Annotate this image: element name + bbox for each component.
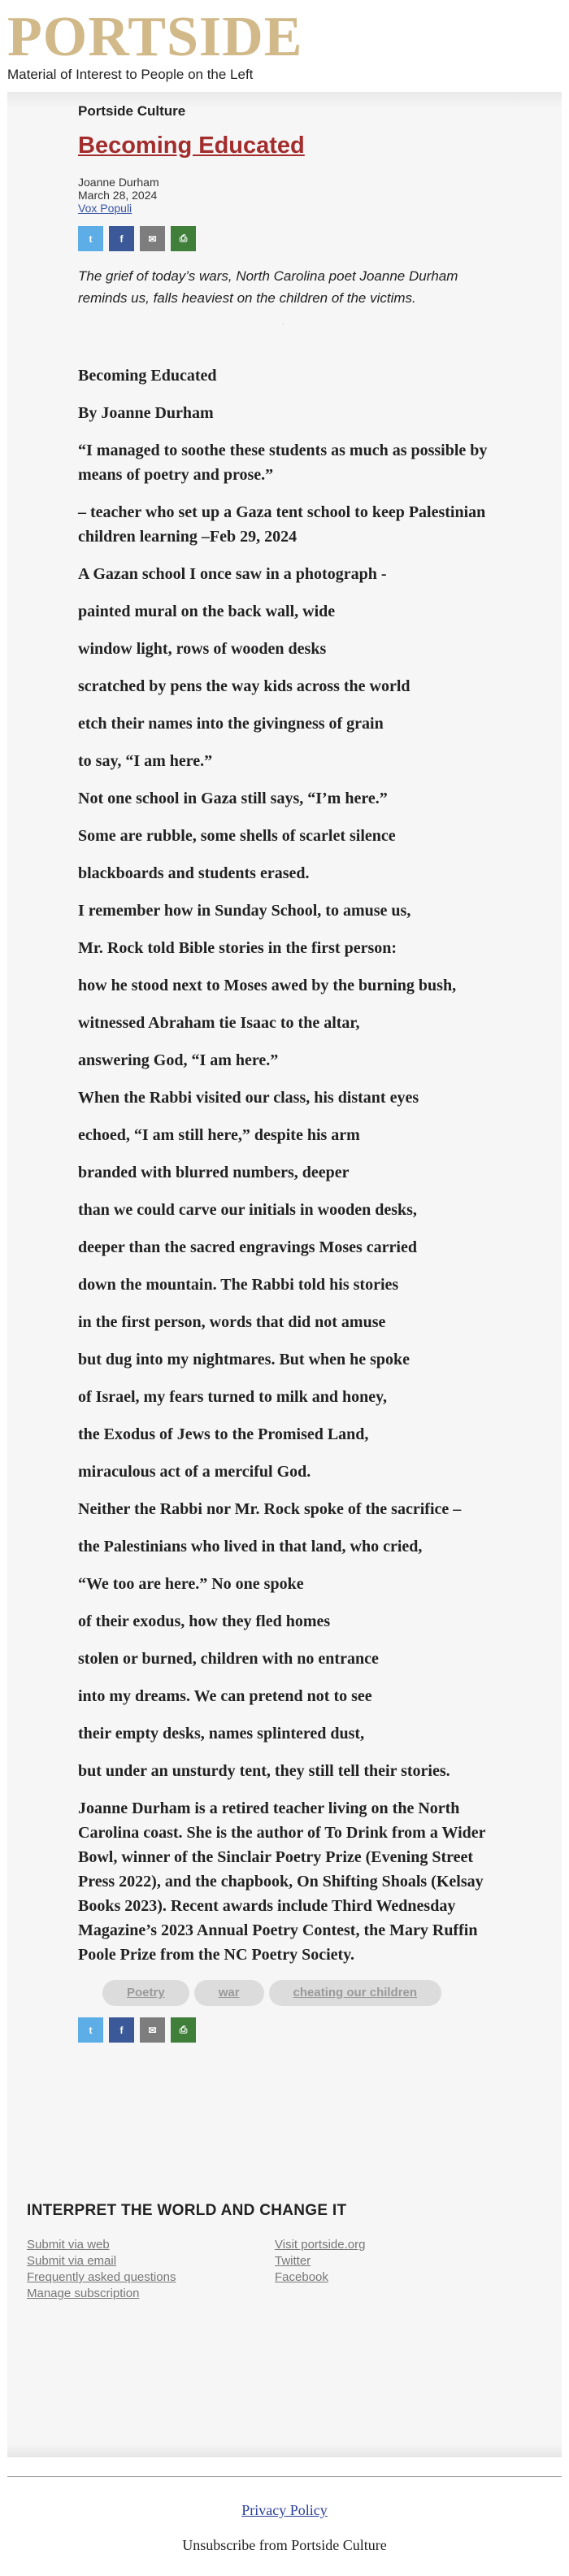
poem-line: Neither the Rabbi nor Mr. Rock spoke of the sacrifice –: [78, 1500, 462, 1518]
footer-link[interactable]: Visit portside.org: [275, 2238, 366, 2252]
footer-link[interactable]: Frequently asked questions: [27, 2270, 176, 2284]
share-bar-bottom: [78, 2017, 489, 2043]
source-link[interactable]: Vox Populi: [78, 202, 132, 215]
email-share-button[interactable]: [140, 2017, 165, 2043]
poem-line: of Israel, my fears turned to milk and honey,: [78, 1388, 387, 1406]
footer-right-column: [275, 2237, 523, 2302]
article-content: [78, 103, 489, 2043]
tag-chip[interactable]: war: [194, 1980, 264, 2006]
poem-line: in the first person, words that did not amuse: [78, 1313, 386, 1331]
article-title-link[interactable]: Becoming Educated: [78, 133, 305, 159]
byline: [78, 176, 489, 215]
poem-line: Becoming Educated: [78, 367, 217, 385]
footer-link[interactable]: Facebook: [275, 2270, 328, 2284]
portside-logo[interactable]: PORTSIDE: [7, 6, 303, 68]
poem-line: down the mountain. The Rabbi told his stories: [78, 1276, 399, 1294]
poem-line: stolen or burned, children with no entrance: [78, 1650, 379, 1668]
poem-line: blackboards and students erased.: [78, 864, 310, 882]
poem-line: but under an unsturdy tent, they still tell their stories.: [78, 1762, 450, 1780]
poem-line: painted mural on the back wall, wide: [78, 603, 336, 620]
card-bottom-shade: [7, 2444, 562, 2457]
poem-line: etch their names into the givingness of grain: [78, 715, 384, 733]
poem-line: to say, “I am here.”: [78, 752, 213, 770]
footer-link[interactable]: Twitter: [275, 2254, 311, 2268]
poem-line: deeper than the sacred engravings Moses carried: [78, 1238, 417, 1256]
email-icon: ✉: [148, 2024, 157, 2036]
print-button[interactable]: [171, 226, 196, 251]
print-icon: ⎙: [179, 2024, 188, 2035]
poem-line: but dug into my nightmares. But when he spoke: [78, 1351, 410, 1368]
email-icon: ✉: [148, 233, 157, 245]
facebook-icon: f: [119, 233, 124, 245]
twitter-share-button[interactable]: [78, 2017, 103, 2043]
poem-line: Some are rubble, some shells of scarlet silence: [78, 827, 396, 845]
poem-line: echoed, “I am still here,” despite his arm: [78, 1126, 360, 1144]
poem-line: scratched by pens the way kids across the world: [78, 677, 410, 695]
poem-line: miraculous act of a merciful God.: [78, 1463, 311, 1481]
facebook-icon: f: [119, 2024, 124, 2036]
poem-line: Not one school in Gaza still says, “I’m here.”: [78, 790, 388, 807]
poem-line: Joanne Durham is a retired teacher living on the North Carolina coast. She is the author of To Drink from a Wider Bowl, winner of the Sinclair Poetry Prize (Evening Street Press 2022), and the chapbook, On Shifting Shoals (Kelsay Books 2023). Recent awards include Third Wednesday Magazine’s 2023 Annual Poetry Contest, the Mary Ruffin Poole Prize from the NC Poetry Society.: [78, 1799, 486, 1964]
footer-link[interactable]: Manage subscription: [27, 2287, 140, 2300]
poem-line: Mr. Rock told Bible stories in the first person:: [78, 939, 397, 957]
publish-date: March 28, 2024: [78, 189, 158, 202]
poem-line: their empty desks, names splintered dust,: [78, 1725, 365, 1743]
poem-line: answering God, “I am here.”: [78, 1051, 279, 1069]
poem-line: branded with blurred numbers, deeper: [78, 1164, 350, 1181]
tag-chip[interactable]: cheating our children: [269, 1980, 442, 2006]
poem-line: – teacher who set up a Gaza tent school to keep Palestinian children learning –Feb 29, 2024: [78, 503, 486, 546]
privacy-policy-link[interactable]: Privacy Policy: [241, 2502, 328, 2518]
poem-line: By Joanne Durham: [78, 404, 214, 422]
footer-left-column: [27, 2237, 275, 2302]
poem-line: into my dreams. We can pretend not to see: [78, 1687, 372, 1705]
divider-dot: .: [282, 318, 284, 327]
twitter-icon: t: [89, 233, 93, 245]
twitter-icon: t: [89, 2024, 93, 2036]
footer-link-columns: [27, 2237, 531, 2302]
footer-link[interactable]: Submit via email: [27, 2254, 117, 2268]
newsletter-card: [7, 92, 562, 2456]
poem-line: “I managed to soothe these students as much as possible by means of poetry and prose.”: [78, 442, 488, 484]
poem-line: than we could carve our initials in wooden desks,: [78, 1201, 417, 1219]
email-share-button[interactable]: [140, 226, 165, 251]
tag-chip[interactable]: Poetry: [102, 1980, 189, 2006]
share-bar-top: [78, 226, 489, 251]
masthead-tagline: Material of Interest to People on the Left: [7, 67, 254, 82]
unsubscribe-text[interactable]: Unsubscribe from Portside Culture: [182, 2537, 387, 2553]
poem-line: “We too are here.” No one spoke: [78, 1575, 304, 1593]
facebook-share-button[interactable]: [109, 226, 134, 251]
poem-line: window light, rows of wooden desks: [78, 640, 327, 658]
tag-list: [78, 1980, 489, 2006]
poem-line: A Gazan school I once saw in a photograph -: [78, 565, 387, 583]
poem-body: [78, 363, 489, 1967]
poem-line: how he stood next to Moses awed by the burning bush,: [78, 977, 457, 994]
footer-link[interactable]: Submit via web: [27, 2238, 110, 2252]
print-icon: ⎙: [179, 233, 188, 244]
poem-line: witnessed Abraham tie Isaac to the altar,: [78, 1014, 360, 1032]
twitter-share-button[interactable]: [78, 226, 103, 251]
poem-line: the Exodus of Jews to the Promised Land,: [78, 1425, 369, 1443]
poem-line: of their exodus, how they fled homes: [78, 1612, 331, 1630]
author-name: Joanne Durham: [78, 176, 159, 189]
section-name: Portside Culture: [78, 103, 186, 119]
masthead: [7, 6, 560, 91]
facebook-share-button[interactable]: [109, 2017, 134, 2043]
article-dek: The grief of today’s wars, North Carolina poet Joanne Durham reminds us, falls heaviest on the children of the victims.: [78, 268, 458, 306]
poem-line: the Palestinians who lived in that land, who cried,: [78, 1538, 423, 1556]
print-button[interactable]: [171, 2017, 196, 2043]
footer-divider: [7, 2476, 562, 2477]
poem-line: When the Rabbi visited our class, his distant eyes: [78, 1089, 419, 1107]
footer-links-block: [27, 2202, 531, 2302]
footer-heading: INTERPRET THE WORLD AND CHANGE IT: [27, 2202, 347, 2219]
poem-line: I remember how in Sunday School, to amuse us,: [78, 902, 411, 920]
